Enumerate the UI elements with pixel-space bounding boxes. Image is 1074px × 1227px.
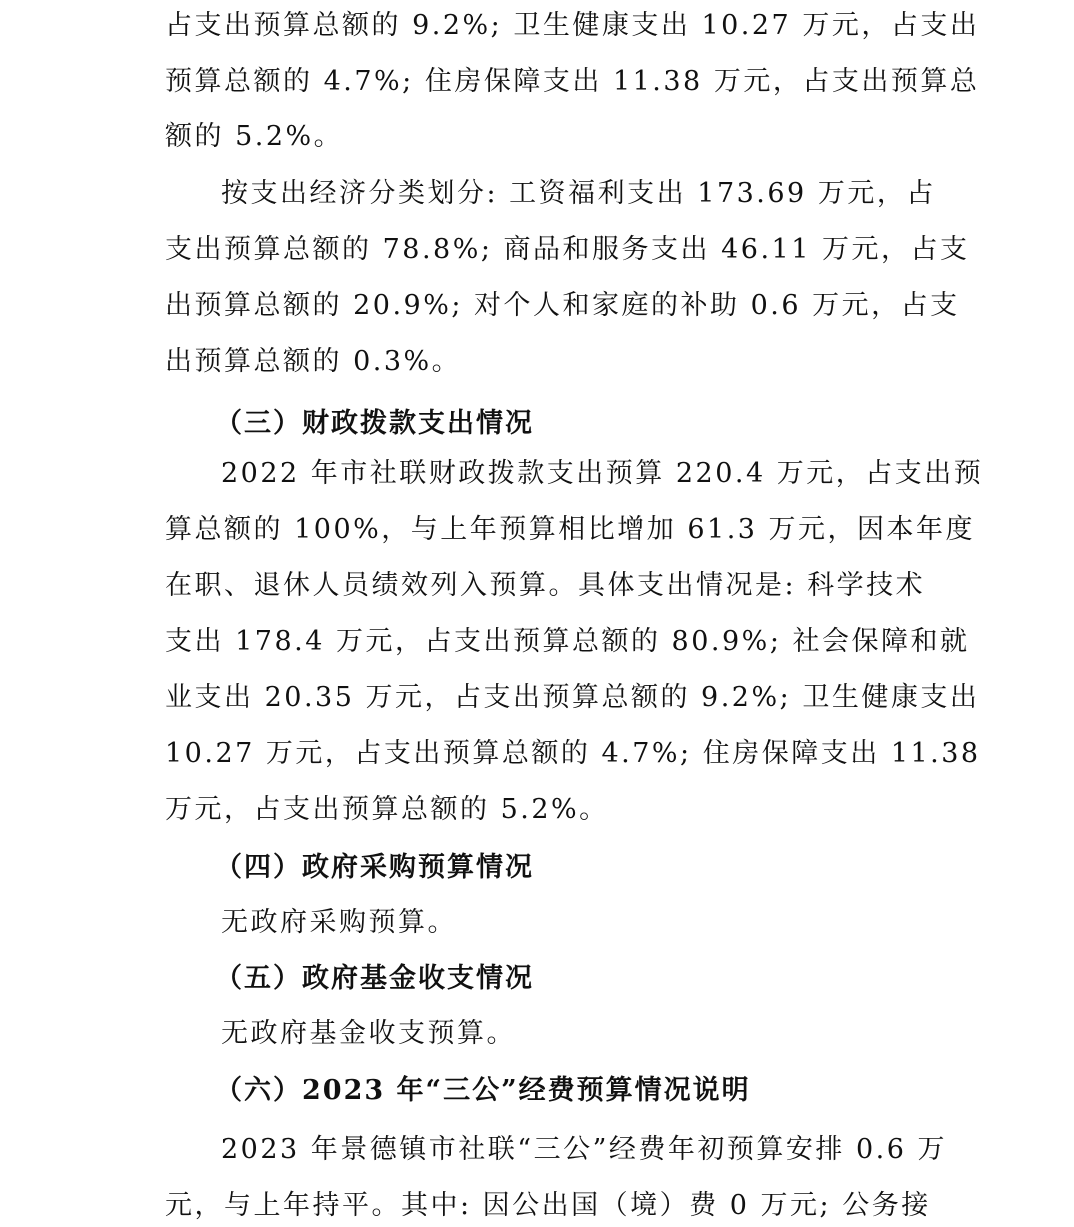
section-heading: （五）政府基金收支情况	[215, 963, 534, 994]
section-heading: （六）2023 年“三公”经费预算情况说明	[215, 1075, 751, 1106]
text-line: 按支出经济分类划分: 工资福利支出 173.69 万元，占	[221, 178, 936, 209]
text-line: 在职、退休人员绩效列入预算。具体支出情况是: 科学技术	[165, 570, 926, 601]
text-line: 支出 178.4 万元，占支出预算总额的 80.9%; 社会保障和就	[165, 626, 970, 657]
section-heading: （四）政府采购预算情况	[215, 852, 534, 883]
text-line: 占支出预算总额的 9.2%; 卫生健康支出 10.27 万元，占支出	[165, 10, 980, 41]
text-line: 元，与上年持平。其中: 因公出国（境）费 0 万元; 公务接	[165, 1190, 931, 1221]
text-line: 出预算总额的 0.3%。	[165, 346, 462, 377]
text-line: 出预算总额的 20.9%; 对个人和家庭的补助 0.6 万元，占支	[165, 290, 960, 321]
text-line: 无政府采购预算。	[221, 907, 457, 938]
text-line: 2022 年市社联财政拨款支出预算 220.4 万元，占支出预	[221, 458, 984, 489]
text-line: 万元，占支出预算总额的 5.2%。	[165, 794, 609, 825]
text-line: 额的 5.2%。	[165, 121, 344, 152]
text-line: 业支出 20.35 万元，占支出预算总额的 9.2%; 卫生健康支出	[165, 682, 980, 713]
text-line: 2023 年景德镇市社联“三公”经费年初预算安排 0.6 万	[221, 1134, 948, 1165]
text-line: 算总额的 100%，与上年预算相比增加 61.3 万元，因本年度	[165, 514, 976, 545]
section-heading: （三）财政拨款支出情况	[215, 408, 534, 439]
text-line: 10.27 万元，占支出预算总额的 4.7%; 住房保障支出 11.38	[165, 738, 981, 769]
text-line: 预算总额的 4.7%; 住房保障支出 11.38 万元，占支出预算总	[165, 66, 980, 97]
text-line: 支出预算总额的 78.8%; 商品和服务支出 46.11 万元，占支	[165, 234, 970, 265]
text-line: 无政府基金收支预算。	[221, 1018, 516, 1049]
